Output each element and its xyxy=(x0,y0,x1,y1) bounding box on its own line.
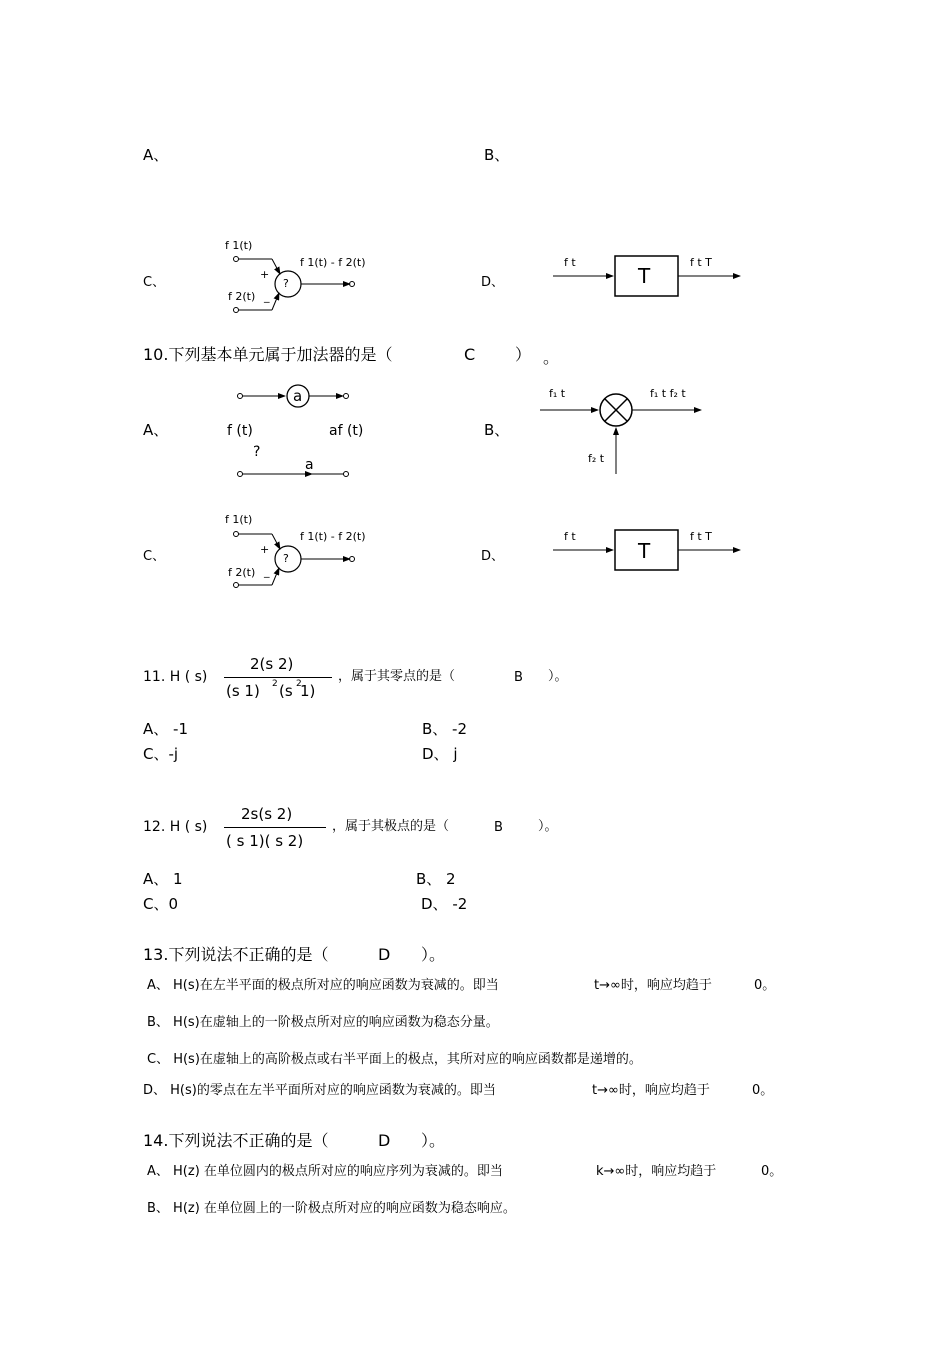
q11-numerator: 2(s 2) xyxy=(250,655,294,673)
subtractor-f1-label: f 1(t) xyxy=(225,239,253,252)
q10-subtractor-plus-sign: + xyxy=(260,543,270,556)
scaler-unknown-symbol: ? xyxy=(253,444,261,460)
q10-subtractor-f1-label: f 1(t) xyxy=(225,513,253,526)
q12-answer: B xyxy=(494,820,503,835)
q11-close-paren: ）。 xyxy=(548,669,568,684)
scaler-output-label: af (t) xyxy=(329,423,364,439)
delay-output-label: f t T xyxy=(690,256,712,269)
multiplier-diagram-shapes xyxy=(538,387,708,480)
q11-option-c: C、-j xyxy=(143,745,179,763)
q12-option-d: D、 -2 xyxy=(421,895,468,913)
q12-option-c: C、0 xyxy=(143,895,179,913)
scaler-input-label: f (t) xyxy=(227,423,253,439)
q12-question-text: ，属于其极点的是（ xyxy=(332,819,450,834)
q10-subtractor-operator-symbol: ? xyxy=(283,552,289,565)
q12-option-a: A、 1 xyxy=(143,870,183,888)
subtractor-plus-sign: + xyxy=(260,268,270,281)
q10-option-b-label: B、 xyxy=(484,421,510,439)
q13-option-d-limit: t→∞时，响应均趋于 xyxy=(592,1083,710,1098)
q13-option-d-text: D、 H(s)的零点在左半平面所对应的响应函数为衰减的。即当 xyxy=(143,1083,496,1098)
multiplier-input-label: f₁ t xyxy=(549,387,566,400)
q11-lhs: 11. H ( s) xyxy=(143,669,208,685)
subtractor-output-label: f 1(t) - f 2(t) xyxy=(300,256,366,269)
q12-lhs: 12. H ( s) xyxy=(143,819,208,835)
q12-numerator: 2s(s 2) xyxy=(241,805,293,823)
q11-option-a: A、 -1 xyxy=(143,720,188,738)
q12-fraction-bar xyxy=(224,827,326,828)
q10-delay-input-label: f t xyxy=(564,530,576,543)
subtractor-f2-label: f 2(t) xyxy=(228,290,256,303)
q11-denominator-sup1: 2 xyxy=(272,679,278,689)
q9-option-c-label: C、 xyxy=(143,275,166,290)
delay-input-label: f t xyxy=(564,256,576,269)
q14-answer: D xyxy=(378,1131,391,1150)
scaler-gain-label: a xyxy=(305,457,314,473)
q11-denominator-c: 1) xyxy=(300,682,316,700)
q13-option-a-end: 0。 xyxy=(754,978,776,993)
q14-option-a-end: 0。 xyxy=(761,1164,783,1179)
q10-question-text: 10.下列基本单元属于加法器的是（ xyxy=(143,345,393,364)
q10-delay-output-label: f t T xyxy=(690,530,712,543)
multiplier-bottom-input-label: f₂ t xyxy=(588,452,605,465)
q13-option-a-text: A、 H(s)在左半平面的极点所对应的响应函数为衰减的。即当 xyxy=(147,978,499,993)
q10-delay-box-label: T xyxy=(638,539,651,563)
q13-answer: D xyxy=(378,945,391,964)
q10-option-d-label: D、 xyxy=(481,549,505,564)
subtractor-minus-sign: _ xyxy=(264,290,270,303)
q14-option-b: B、 H(z) 在单位圆上的一阶极点所对应的响应函数为稳态响应。 xyxy=(147,1201,516,1216)
q12-denominator: ( s 1)( s 2) xyxy=(226,832,304,850)
q11-denominator-a: (s 1) xyxy=(226,682,260,700)
q11-question-text: ，属于其零点的是（ xyxy=(338,669,456,684)
q11-option-d: D、 j xyxy=(422,745,458,763)
q14-option-a-text: A、 H(z) 在单位圆内的极点所对应的响应序列为衰减的。即当 xyxy=(147,1164,503,1179)
q11-denominator-sup2: 2 xyxy=(296,679,302,689)
q10-option-a-label: A、 xyxy=(143,421,169,439)
q13-option-b: B、 H(s)在虚轴上的一阶极点所对应的响应函数为稳态分量。 xyxy=(147,1015,499,1030)
q11-option-b: B、 -2 xyxy=(422,720,468,738)
q10-option-c-label: C、 xyxy=(143,549,166,564)
q11-answer: B xyxy=(514,670,523,685)
q9-option-b-label: B、 xyxy=(484,146,510,164)
q14-question-text: 14.下列说法不正确的是（ xyxy=(143,1131,329,1150)
q13-question-text: 13.下列说法不正确的是（ xyxy=(143,945,329,964)
q14-close-paren: ）。 xyxy=(421,1131,446,1150)
q10-close-paren: ） xyxy=(515,345,532,364)
q13-option-d-end: 0。 xyxy=(752,1083,774,1098)
delay-box-label: T xyxy=(638,264,651,288)
q13-option-c: C、 H(s)在虚轴上的高阶极点或右半平面上的极点，其所对应的响应函数都是递增的。 xyxy=(147,1052,642,1067)
subtractor-operator-symbol: ? xyxy=(283,277,289,290)
scaler-circle-label: a xyxy=(293,387,303,405)
q10-subtractor-f2-label: f 2(t) xyxy=(228,566,256,579)
q14-option-a-limit: k→∞时，响应均趋于 xyxy=(596,1164,717,1179)
q12-close-paren: ）。 xyxy=(538,819,558,834)
q13-option-a-limit: t→∞时，响应均趋于 xyxy=(594,978,712,993)
q12-option-b: B、 2 xyxy=(416,870,456,888)
multiplier-output-label: f₁ t f₂ t xyxy=(650,387,686,400)
q9-option-a-label: A、 xyxy=(143,146,169,164)
q10-end-mark: 。 xyxy=(543,348,560,367)
q10-answer: C xyxy=(464,345,476,364)
q10-subtractor-output-label: f 1(t) - f 2(t) xyxy=(300,530,366,543)
q13-close-paren: ）。 xyxy=(421,945,446,964)
q11-denominator-b: (s xyxy=(279,682,293,700)
q10-subtractor-minus-sign: _ xyxy=(264,565,270,578)
q11-fraction-bar xyxy=(224,677,332,678)
q9-option-d-label: D、 xyxy=(481,275,505,290)
